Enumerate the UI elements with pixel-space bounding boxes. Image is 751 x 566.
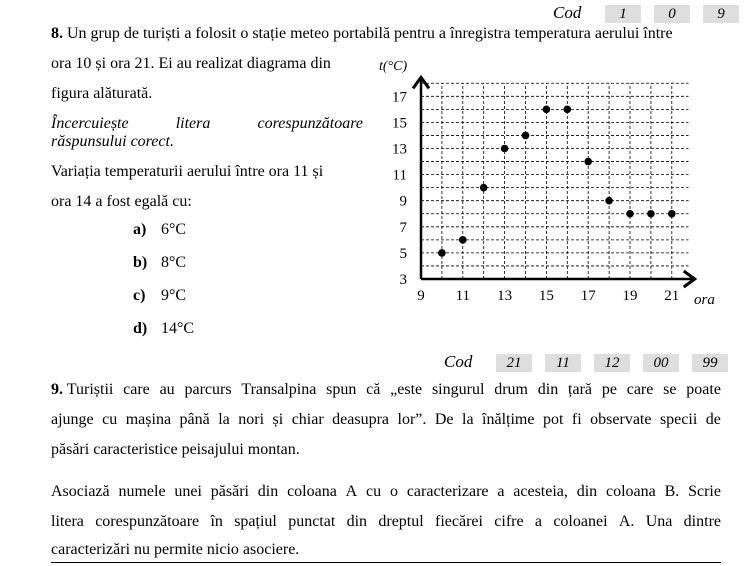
- q9-word: parcurs: [184, 381, 232, 398]
- option-text: 6°C: [161, 221, 187, 238]
- q9-word: că: [366, 381, 381, 398]
- option-text: 9°C: [161, 287, 187, 304]
- data-point: [647, 210, 655, 218]
- q9-word: mașina: [125, 411, 172, 428]
- y-tick-label: 7: [399, 219, 407, 236]
- instruction-word: Încercuiește: [51, 115, 129, 132]
- q9-word: Asociază: [51, 483, 110, 500]
- q9-word: fi: [571, 411, 582, 428]
- q9-word: se: [663, 381, 677, 398]
- q9-word: până: [179, 411, 210, 428]
- option-letter: a): [133, 221, 147, 238]
- code-bar-middle: [444, 351, 734, 373]
- instruction-word: litera: [175, 115, 211, 132]
- q9-word: spațiul: [234, 513, 277, 530]
- q9-word: de: [705, 411, 721, 428]
- option-letter: d): [133, 320, 148, 337]
- data-point: [438, 249, 446, 257]
- q9-word: la: [218, 411, 230, 428]
- data-point: [459, 236, 467, 244]
- y-tick-label: 15: [392, 115, 407, 132]
- q9-word: corespunzătoare: [95, 513, 200, 530]
- x-tick-label: 13: [497, 288, 513, 304]
- x-tick-label: 9: [417, 288, 425, 304]
- q9-word: care: [123, 381, 150, 398]
- q9-word: dintre: [683, 513, 721, 530]
- q9-word: B.: [664, 483, 680, 500]
- q8-instruction-2: răspunsului corect.: [51, 133, 174, 150]
- q9-word: din: [346, 513, 368, 530]
- data-point: [564, 106, 572, 114]
- y-axis-label: t(°C): [379, 59, 408, 74]
- q9-word: cu: [102, 411, 118, 428]
- option-text: 8°C: [161, 254, 187, 271]
- q9-word: „este: [390, 381, 423, 398]
- q9-word: coloana: [287, 483, 337, 500]
- q9-word: au: [159, 381, 175, 398]
- q9-word: nori: [238, 411, 265, 428]
- q9-word: deasupra: [332, 411, 390, 428]
- x-tick-label: 19: [622, 288, 638, 304]
- x-tick-label: 21: [664, 288, 680, 304]
- y-tick-label: 13: [392, 141, 407, 158]
- option-letter: b): [133, 254, 148, 271]
- q9-word: în: [210, 513, 223, 530]
- q9-word: coloana: [606, 483, 656, 500]
- bottom-rule: [51, 562, 721, 563]
- x-tick-label: 17: [580, 288, 596, 304]
- q9-word: observate: [590, 411, 652, 428]
- q9-word: chiar: [291, 411, 324, 428]
- q9-word: la: [462, 411, 474, 428]
- q9-word: litera: [51, 513, 84, 530]
- q9-word: A: [345, 483, 358, 500]
- data-point: [501, 145, 509, 153]
- q9-word: punctat: [288, 513, 336, 530]
- code-box: 21: [496, 354, 532, 372]
- code-label: Cod: [444, 352, 473, 371]
- y-tick-label: 11: [392, 167, 407, 184]
- q9-word: spun: [326, 381, 357, 398]
- q9-word: coloanei: [553, 513, 608, 530]
- q9-word: Turiștii: [66, 381, 114, 398]
- x-tick-label: 15: [538, 288, 554, 304]
- code-box: 0: [654, 5, 690, 23]
- q8-line-2: ora 10 și ora 21. Ei au realizat diagrama din: [51, 55, 331, 72]
- data-point: [605, 197, 613, 205]
- q9-word: dreptul: [378, 513, 424, 530]
- code-box: 9: [703, 5, 739, 23]
- q9-word: A.: [618, 513, 635, 530]
- q9-word: din: [537, 381, 559, 398]
- q9-word: numele: [118, 483, 166, 500]
- x-tick-label: 11: [455, 288, 471, 304]
- code-box: 12: [594, 354, 630, 372]
- q9-word: specii: [659, 411, 698, 428]
- code-label: Cod: [553, 3, 582, 22]
- code-box: 11: [545, 354, 581, 372]
- y-tick-label: 5: [399, 245, 407, 262]
- q9-word: ajunge: [51, 411, 94, 428]
- q8-question-2: ora 14 a fost egală cu:: [51, 193, 192, 210]
- q9-word: drum: [494, 381, 528, 398]
- code-box: 00: [643, 354, 679, 372]
- q9-para2-line-3: caracterizări nu permite nicio asociere.: [51, 541, 300, 558]
- code-box: 1: [605, 5, 641, 23]
- q9-word: acesteia,: [513, 483, 568, 500]
- q9-word: pe: [601, 381, 617, 398]
- data-point: [480, 184, 488, 192]
- q9-word: din: [257, 483, 279, 500]
- y-tick-label: 17: [392, 89, 407, 106]
- q9-word: pot: [542, 411, 564, 428]
- q9-para2-line-1: [51, 482, 721, 502]
- q9-line-3: păsări caracteristice peisajului montan.: [51, 441, 300, 458]
- q9-word: păsări: [210, 483, 249, 500]
- q9-word: Una: [645, 513, 673, 530]
- x-axis-label: ora: [694, 292, 715, 308]
- option-letter: c): [133, 287, 146, 304]
- data-point: [584, 158, 592, 166]
- q9-word: unei: [174, 483, 202, 500]
- y-tick-label: 9: [399, 193, 407, 210]
- q9-word: a: [534, 513, 542, 530]
- data-point: [522, 132, 530, 140]
- data-point: [543, 106, 551, 114]
- q9-word: a: [497, 483, 505, 500]
- q9-word: De: [434, 411, 454, 428]
- q9-word: singurul: [431, 381, 485, 398]
- data-point: [668, 210, 676, 218]
- instruction-word: corespunzătoare: [257, 115, 363, 132]
- q8-text: Un grup de turiști a folosit o stație meteo portabilă pentru a înregistra temperatura aerului între: [67, 25, 673, 42]
- q9-word: caracterizare: [406, 483, 489, 500]
- q9-number: 9.: [51, 381, 63, 398]
- q8-line-3: figura alăturată.: [51, 85, 153, 102]
- q9-word: poate: [686, 381, 721, 398]
- q9-word: din: [576, 483, 598, 500]
- q9-para2-line-2: [51, 512, 721, 532]
- q9-word: o: [389, 483, 398, 500]
- q9-word: înălțime: [482, 411, 535, 428]
- q9-word: lor”.: [397, 411, 427, 428]
- q9-line-2: [51, 410, 721, 430]
- q9-word: cu: [366, 483, 382, 500]
- q9-word: Transalpina: [241, 381, 317, 398]
- q9-word: și: [272, 411, 284, 428]
- q8-number: 8.: [51, 25, 63, 42]
- q9-line-1: [51, 380, 721, 400]
- q9-word: care: [626, 381, 654, 398]
- q9-word: țară: [568, 381, 593, 398]
- option-text: 14°C: [161, 320, 195, 337]
- y-tick-label: 3: [399, 272, 407, 288]
- q8-question-1: Variația temperaturii aerului între ora 11 și: [51, 163, 324, 180]
- q9-word: cifre: [494, 513, 524, 530]
- code-box: 99: [692, 354, 728, 372]
- q9-word: fiecărei: [435, 513, 483, 530]
- data-point: [626, 210, 634, 218]
- q9-word: Scrie: [688, 483, 721, 500]
